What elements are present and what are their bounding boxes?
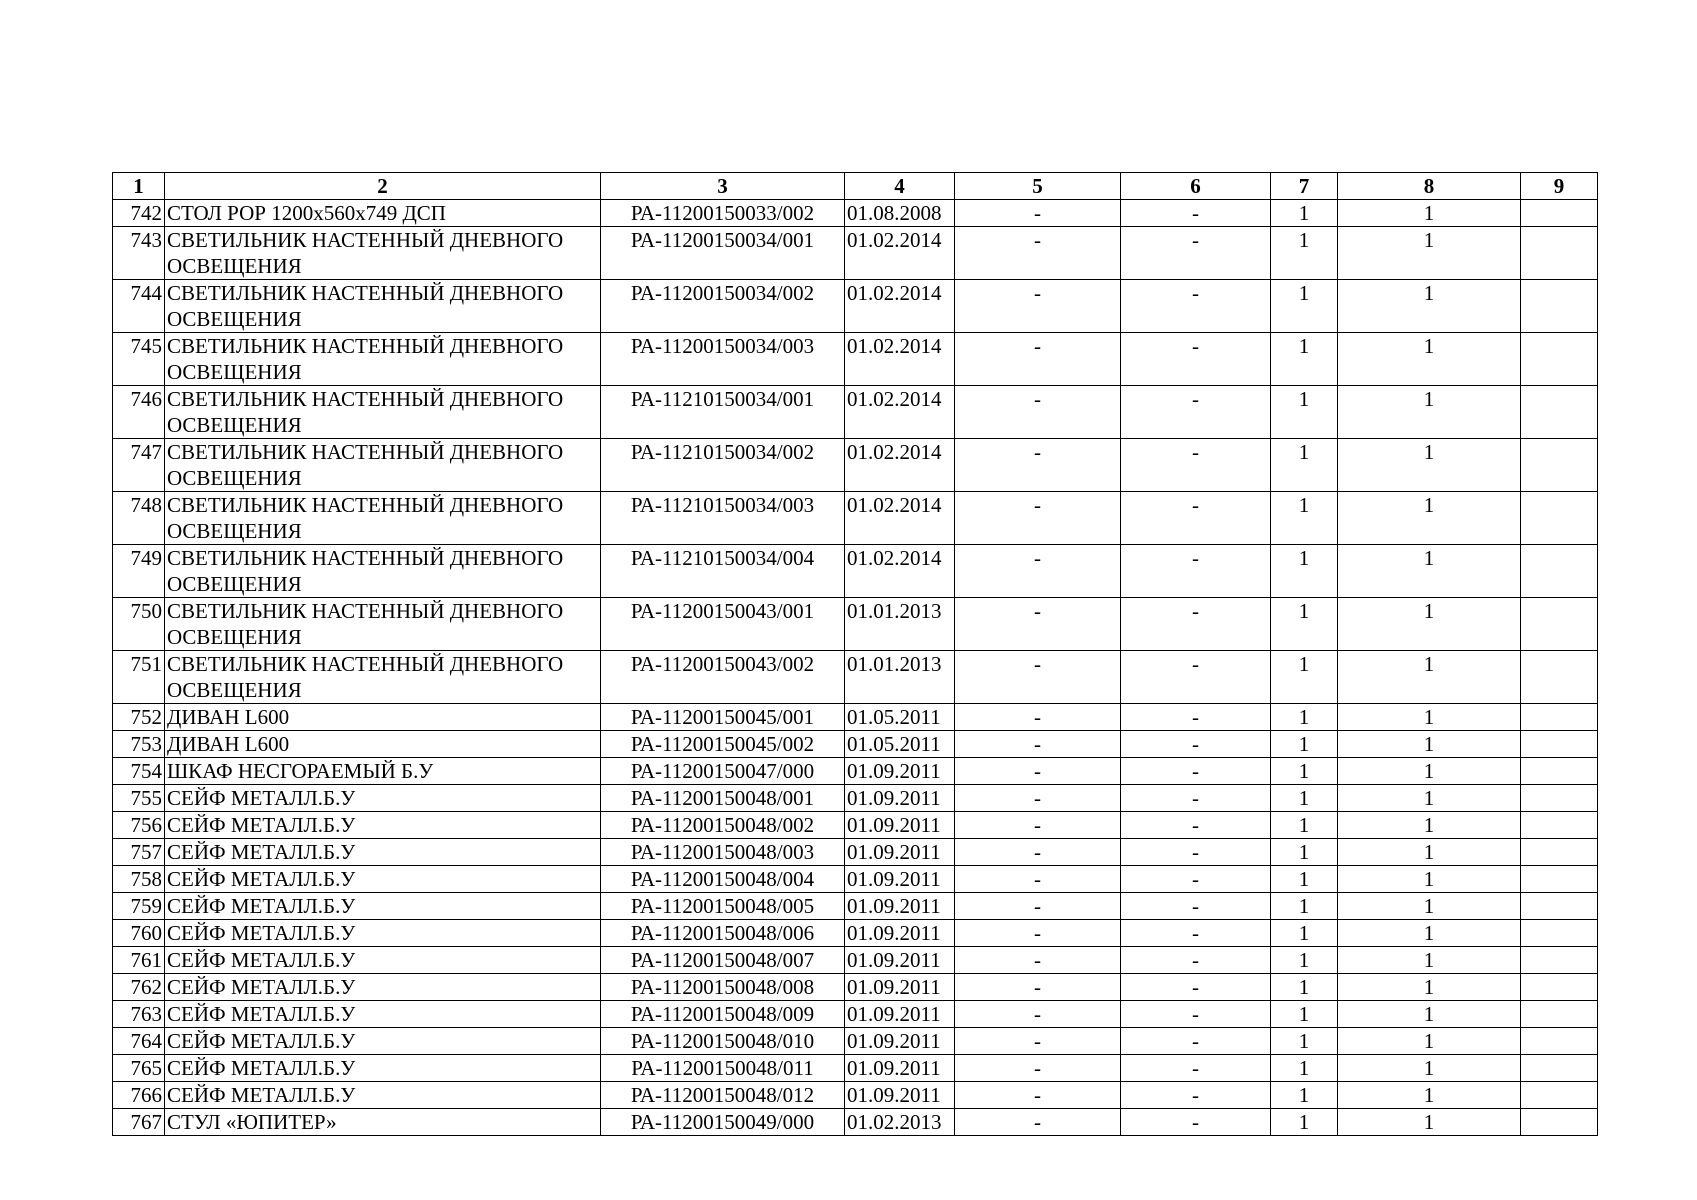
item-name: СЕЙФ МЕТАЛЛ.Б.У	[165, 839, 601, 866]
table-row	[113, 704, 1598, 731]
item-name: СВЕТИЛЬНИК НАСТЕННЫЙ ДНЕВНОГО ОСВЕЩЕНИЯ	[165, 333, 601, 386]
table-row	[113, 785, 1598, 812]
col-8-cell: 1	[1338, 758, 1521, 785]
col-6-cell: -	[1121, 866, 1271, 893]
col-5-cell: -	[955, 545, 1121, 598]
row-number: 757	[113, 839, 165, 866]
table-row	[113, 839, 1598, 866]
item-name: СВЕТИЛЬНИК НАСТЕННЫЙ ДНЕВНОГО ОСВЕЩЕНИЯ	[165, 492, 601, 545]
table-row	[113, 947, 1598, 974]
col-9-cell	[1521, 200, 1598, 227]
col-7-cell: 1	[1271, 1055, 1338, 1082]
col-6-cell: -	[1121, 704, 1271, 731]
item-name: СВЕТИЛЬНИК НАСТЕННЫЙ ДНЕВНОГО ОСВЕЩЕНИЯ	[165, 598, 601, 651]
col-6-cell: -	[1121, 839, 1271, 866]
date-cell: 01.02.2014	[845, 280, 955, 333]
col-8-cell: 1	[1338, 812, 1521, 839]
col-9-cell	[1521, 651, 1598, 704]
col-7-cell: 1	[1271, 785, 1338, 812]
header-col-7: 7	[1271, 173, 1338, 200]
inventory-number: РА-11210150034/003	[601, 492, 845, 545]
row-number: 760	[113, 920, 165, 947]
col-9-cell	[1521, 866, 1598, 893]
col-5-cell: -	[955, 920, 1121, 947]
item-name: СЕЙФ МЕТАЛЛ.Б.У	[165, 1028, 601, 1055]
table-row	[113, 1001, 1598, 1028]
col-5-cell: -	[955, 280, 1121, 333]
col-8-cell: 1	[1338, 651, 1521, 704]
col-7-cell: 1	[1271, 651, 1338, 704]
col-5-cell: -	[955, 651, 1121, 704]
table-row	[113, 731, 1598, 758]
date-cell: 01.09.2011	[845, 1055, 955, 1082]
col-9-cell	[1521, 920, 1598, 947]
col-6-cell: -	[1121, 492, 1271, 545]
row-number: 764	[113, 1028, 165, 1055]
table-row	[113, 492, 1598, 545]
inventory-number: РА-11200150034/002	[601, 280, 845, 333]
row-number: 766	[113, 1082, 165, 1109]
col-6-cell: -	[1121, 227, 1271, 280]
inventory-number: РА-11200150045/002	[601, 731, 845, 758]
table-row	[113, 1028, 1598, 1055]
inventory-number: РА-11200150043/002	[601, 651, 845, 704]
table-row	[113, 974, 1598, 1001]
col-9-cell	[1521, 1109, 1598, 1136]
col-8-cell: 1	[1338, 920, 1521, 947]
inventory-number: РА-11200150045/001	[601, 704, 845, 731]
col-6-cell: -	[1121, 386, 1271, 439]
col-5-cell: -	[955, 386, 1121, 439]
col-5-cell: -	[955, 492, 1121, 545]
inventory-number: РА-11210150034/004	[601, 545, 845, 598]
row-number: 743	[113, 227, 165, 280]
col-8-cell: 1	[1338, 200, 1521, 227]
col-5-cell: -	[955, 785, 1121, 812]
inventory-number: РА-11200150047/000	[601, 758, 845, 785]
col-8-cell: 1	[1338, 893, 1521, 920]
col-8-cell: 1	[1338, 1055, 1521, 1082]
col-6-cell: -	[1121, 731, 1271, 758]
row-number: 750	[113, 598, 165, 651]
col-7-cell: 1	[1271, 545, 1338, 598]
item-name: СЕЙФ МЕТАЛЛ.Б.У	[165, 1055, 601, 1082]
col-5-cell: -	[955, 812, 1121, 839]
col-6-cell: -	[1121, 1109, 1271, 1136]
col-7-cell: 1	[1271, 758, 1338, 785]
header-col-3: 3	[601, 173, 845, 200]
col-9-cell	[1521, 598, 1598, 651]
col-7-cell: 1	[1271, 280, 1338, 333]
col-7-cell: 1	[1271, 386, 1338, 439]
inventory-number: РА-11210150034/002	[601, 439, 845, 492]
row-number: 759	[113, 893, 165, 920]
col-5-cell: -	[955, 1109, 1121, 1136]
inventory-number: РА-11200150048/006	[601, 920, 845, 947]
col-9-cell	[1521, 812, 1598, 839]
col-7-cell: 1	[1271, 200, 1338, 227]
col-6-cell: -	[1121, 947, 1271, 974]
col-8-cell: 1	[1338, 227, 1521, 280]
col-7-cell: 1	[1271, 731, 1338, 758]
header-col-4: 4	[845, 173, 955, 200]
table-row	[113, 1082, 1598, 1109]
header-col-1: 1	[113, 173, 165, 200]
col-6-cell: -	[1121, 920, 1271, 947]
col-6-cell: -	[1121, 812, 1271, 839]
item-name: СЕЙФ МЕТАЛЛ.Б.У	[165, 974, 601, 1001]
table-row	[113, 758, 1598, 785]
col-5-cell: -	[955, 839, 1121, 866]
row-number: 747	[113, 439, 165, 492]
row-number: 749	[113, 545, 165, 598]
col-5-cell: -	[955, 227, 1121, 280]
col-5-cell: -	[955, 947, 1121, 974]
inventory-number: РА-11200150034/003	[601, 333, 845, 386]
col-8-cell: 1	[1338, 439, 1521, 492]
col-8-cell: 1	[1338, 545, 1521, 598]
col-8-cell: 1	[1338, 704, 1521, 731]
col-5-cell: -	[955, 1028, 1121, 1055]
col-8-cell: 1	[1338, 333, 1521, 386]
date-cell: 01.09.2011	[845, 812, 955, 839]
date-cell: 01.09.2011	[845, 866, 955, 893]
header-col-6: 6	[1121, 173, 1271, 200]
col-8-cell: 1	[1338, 1001, 1521, 1028]
col-8-cell: 1	[1338, 1109, 1521, 1136]
inventory-number: РА-11200150048/010	[601, 1028, 845, 1055]
col-6-cell: -	[1121, 333, 1271, 386]
row-number: 754	[113, 758, 165, 785]
item-name: СВЕТИЛЬНИК НАСТЕННЫЙ ДНЕВНОГО ОСВЕЩЕНИЯ	[165, 227, 601, 280]
row-number: 761	[113, 947, 165, 974]
col-9-cell	[1521, 386, 1598, 439]
col-9-cell	[1521, 227, 1598, 280]
date-cell: 01.02.2014	[845, 333, 955, 386]
table-row	[113, 893, 1598, 920]
col-9-cell	[1521, 492, 1598, 545]
date-cell: 01.02.2014	[845, 545, 955, 598]
col-9-cell	[1521, 1082, 1598, 1109]
col-5-cell: -	[955, 893, 1121, 920]
col-5-cell: -	[955, 731, 1121, 758]
date-cell: 01.09.2011	[845, 839, 955, 866]
col-8-cell: 1	[1338, 598, 1521, 651]
date-cell: 01.05.2011	[845, 731, 955, 758]
col-6-cell: -	[1121, 1028, 1271, 1055]
table-row	[113, 545, 1598, 598]
inventory-number: РА-11200150048/011	[601, 1055, 845, 1082]
col-8-cell: 1	[1338, 866, 1521, 893]
col-5-cell: -	[955, 1055, 1121, 1082]
col-8-cell: 1	[1338, 974, 1521, 1001]
table-row	[113, 866, 1598, 893]
col-7-cell: 1	[1271, 439, 1338, 492]
table-row	[113, 651, 1598, 704]
date-cell: 01.09.2011	[845, 1028, 955, 1055]
table-row	[113, 386, 1598, 439]
col-9-cell	[1521, 1001, 1598, 1028]
col-8-cell: 1	[1338, 280, 1521, 333]
col-6-cell: -	[1121, 974, 1271, 1001]
item-name: СЕЙФ МЕТАЛЛ.Б.У	[165, 1001, 601, 1028]
date-cell: 01.09.2011	[845, 920, 955, 947]
col-7-cell: 1	[1271, 1001, 1338, 1028]
col-6-cell: -	[1121, 651, 1271, 704]
row-number: 746	[113, 386, 165, 439]
col-6-cell: -	[1121, 1001, 1271, 1028]
col-9-cell	[1521, 974, 1598, 1001]
row-number: 755	[113, 785, 165, 812]
col-5-cell: -	[955, 200, 1121, 227]
inventory-number: РА-11200150049/000	[601, 1109, 845, 1136]
row-number: 758	[113, 866, 165, 893]
date-cell: 01.09.2011	[845, 893, 955, 920]
inventory-number: РА-11200150048/003	[601, 839, 845, 866]
table-row	[113, 598, 1598, 651]
col-7-cell: 1	[1271, 704, 1338, 731]
inventory-number: РА-11200150048/002	[601, 812, 845, 839]
col-9-cell	[1521, 839, 1598, 866]
item-name: СВЕТИЛЬНИК НАСТЕННЫЙ ДНЕВНОГО ОСВЕЩЕНИЯ	[165, 280, 601, 333]
col-6-cell: -	[1121, 598, 1271, 651]
col-8-cell: 1	[1338, 386, 1521, 439]
col-9-cell	[1521, 280, 1598, 333]
item-name: СЕЙФ МЕТАЛЛ.Б.У	[165, 920, 601, 947]
col-6-cell: -	[1121, 785, 1271, 812]
table-row	[113, 439, 1598, 492]
col-7-cell: 1	[1271, 974, 1338, 1001]
inventory-number: РА-11200150048/004	[601, 866, 845, 893]
col-9-cell	[1521, 333, 1598, 386]
col-9-cell	[1521, 731, 1598, 758]
col-6-cell: -	[1121, 200, 1271, 227]
col-5-cell: -	[955, 758, 1121, 785]
table-row	[113, 200, 1598, 227]
col-7-cell: 1	[1271, 920, 1338, 947]
col-7-cell: 1	[1271, 893, 1338, 920]
col-8-cell: 1	[1338, 839, 1521, 866]
table-body	[113, 200, 1598, 1136]
table-row	[113, 1109, 1598, 1136]
date-cell: 01.02.2014	[845, 386, 955, 439]
col-9-cell	[1521, 545, 1598, 598]
col-6-cell: -	[1121, 1082, 1271, 1109]
date-cell: 01.09.2011	[845, 1082, 955, 1109]
col-6-cell: -	[1121, 439, 1271, 492]
col-9-cell	[1521, 1028, 1598, 1055]
col-9-cell	[1521, 704, 1598, 731]
item-name: СТОЛ РОР 1200х560х749 ДСП	[165, 200, 601, 227]
col-8-cell: 1	[1338, 731, 1521, 758]
col-8-cell: 1	[1338, 947, 1521, 974]
col-8-cell: 1	[1338, 492, 1521, 545]
inventory-number: РА-11200150048/008	[601, 974, 845, 1001]
col-7-cell: 1	[1271, 333, 1338, 386]
date-cell: 01.09.2011	[845, 974, 955, 1001]
col-6-cell: -	[1121, 1055, 1271, 1082]
item-name: СТУЛ «ЮПИТЕР»	[165, 1109, 601, 1136]
col-5-cell: -	[955, 1082, 1121, 1109]
col-9-cell	[1521, 947, 1598, 974]
header-col-9: 9	[1521, 173, 1598, 200]
item-name: ДИВАН L600	[165, 731, 601, 758]
table-row	[113, 280, 1598, 333]
date-cell: 01.02.2013	[845, 1109, 955, 1136]
item-name: СЕЙФ МЕТАЛЛ.Б.У	[165, 947, 601, 974]
date-cell: 01.02.2014	[845, 439, 955, 492]
col-5-cell: -	[955, 439, 1121, 492]
col-5-cell: -	[955, 704, 1121, 731]
table-row	[113, 227, 1598, 280]
inventory-number: РА-11210150034/001	[601, 386, 845, 439]
row-number: 744	[113, 280, 165, 333]
item-name: ШКАФ НЕСГОРАЕМЫЙ Б.У	[165, 758, 601, 785]
table-row	[113, 333, 1598, 386]
inventory-number: РА-11200150048/007	[601, 947, 845, 974]
header-col-2: 2	[165, 173, 601, 200]
date-cell: 01.09.2011	[845, 758, 955, 785]
col-6-cell: -	[1121, 280, 1271, 333]
item-name: СВЕТИЛЬНИК НАСТЕННЫЙ ДНЕВНОГО ОСВЕЩЕНИЯ	[165, 386, 601, 439]
table-row	[113, 812, 1598, 839]
col-7-cell: 1	[1271, 812, 1338, 839]
inventory-number: РА-11200150033/002	[601, 200, 845, 227]
inventory-number: РА-11200150043/001	[601, 598, 845, 651]
item-name: СЕЙФ МЕТАЛЛ.Б.У	[165, 785, 601, 812]
date-cell: 01.09.2011	[845, 1001, 955, 1028]
row-number: 752	[113, 704, 165, 731]
item-name: СВЕТИЛЬНИК НАСТЕННЫЙ ДНЕВНОГО ОСВЕЩЕНИЯ	[165, 545, 601, 598]
col-5-cell: -	[955, 1001, 1121, 1028]
col-7-cell: 1	[1271, 1109, 1338, 1136]
item-name: СВЕТИЛЬНИК НАСТЕННЫЙ ДНЕВНОГО ОСВЕЩЕНИЯ	[165, 439, 601, 492]
col-5-cell: -	[955, 333, 1121, 386]
row-number: 767	[113, 1109, 165, 1136]
col-6-cell: -	[1121, 758, 1271, 785]
item-name: СЕЙФ МЕТАЛЛ.Б.У	[165, 812, 601, 839]
col-8-cell: 1	[1338, 1082, 1521, 1109]
row-number: 745	[113, 333, 165, 386]
inventory-number: РА-11200150034/001	[601, 227, 845, 280]
item-name: СЕЙФ МЕТАЛЛ.Б.У	[165, 866, 601, 893]
header-row	[113, 173, 1598, 200]
col-9-cell	[1521, 785, 1598, 812]
col-5-cell: -	[955, 866, 1121, 893]
row-number: 756	[113, 812, 165, 839]
table-row	[113, 1055, 1598, 1082]
col-6-cell: -	[1121, 893, 1271, 920]
col-7-cell: 1	[1271, 492, 1338, 545]
col-7-cell: 1	[1271, 839, 1338, 866]
date-cell: 01.08.2008	[845, 200, 955, 227]
col-7-cell: 1	[1271, 1082, 1338, 1109]
inventory-number: РА-11200150048/012	[601, 1082, 845, 1109]
date-cell: 01.05.2011	[845, 704, 955, 731]
row-number: 751	[113, 651, 165, 704]
col-5-cell: -	[955, 598, 1121, 651]
table-row	[113, 920, 1598, 947]
col-6-cell: -	[1121, 545, 1271, 598]
date-cell: 01.01.2013	[845, 651, 955, 704]
row-number: 762	[113, 974, 165, 1001]
col-7-cell: 1	[1271, 866, 1338, 893]
col-9-cell	[1521, 758, 1598, 785]
inventory-number: РА-11200150048/009	[601, 1001, 845, 1028]
col-5-cell: -	[955, 974, 1121, 1001]
item-name: СЕЙФ МЕТАЛЛ.Б.У	[165, 893, 601, 920]
row-number: 742	[113, 200, 165, 227]
row-number: 753	[113, 731, 165, 758]
inventory-table	[112, 172, 1598, 1136]
col-7-cell: 1	[1271, 1028, 1338, 1055]
row-number: 765	[113, 1055, 165, 1082]
date-cell: 01.01.2013	[845, 598, 955, 651]
item-name: ДИВАН L600	[165, 704, 601, 731]
date-cell: 01.02.2014	[845, 492, 955, 545]
date-cell: 01.09.2011	[845, 785, 955, 812]
header-col-5: 5	[955, 173, 1121, 200]
col-7-cell: 1	[1271, 227, 1338, 280]
date-cell: 01.02.2014	[845, 227, 955, 280]
col-9-cell	[1521, 1055, 1598, 1082]
col-9-cell	[1521, 893, 1598, 920]
header-col-8: 8	[1338, 173, 1521, 200]
item-name: СВЕТИЛЬНИК НАСТЕННЫЙ ДНЕВНОГО ОСВЕЩЕНИЯ	[165, 651, 601, 704]
col-8-cell: 1	[1338, 785, 1521, 812]
item-name: СЕЙФ МЕТАЛЛ.Б.У	[165, 1082, 601, 1109]
date-cell: 01.09.2011	[845, 947, 955, 974]
row-number: 748	[113, 492, 165, 545]
inventory-number: РА-11200150048/005	[601, 893, 845, 920]
col-7-cell: 1	[1271, 947, 1338, 974]
col-7-cell: 1	[1271, 598, 1338, 651]
col-9-cell	[1521, 439, 1598, 492]
col-8-cell: 1	[1338, 1028, 1521, 1055]
inventory-number: РА-11200150048/001	[601, 785, 845, 812]
row-number: 763	[113, 1001, 165, 1028]
